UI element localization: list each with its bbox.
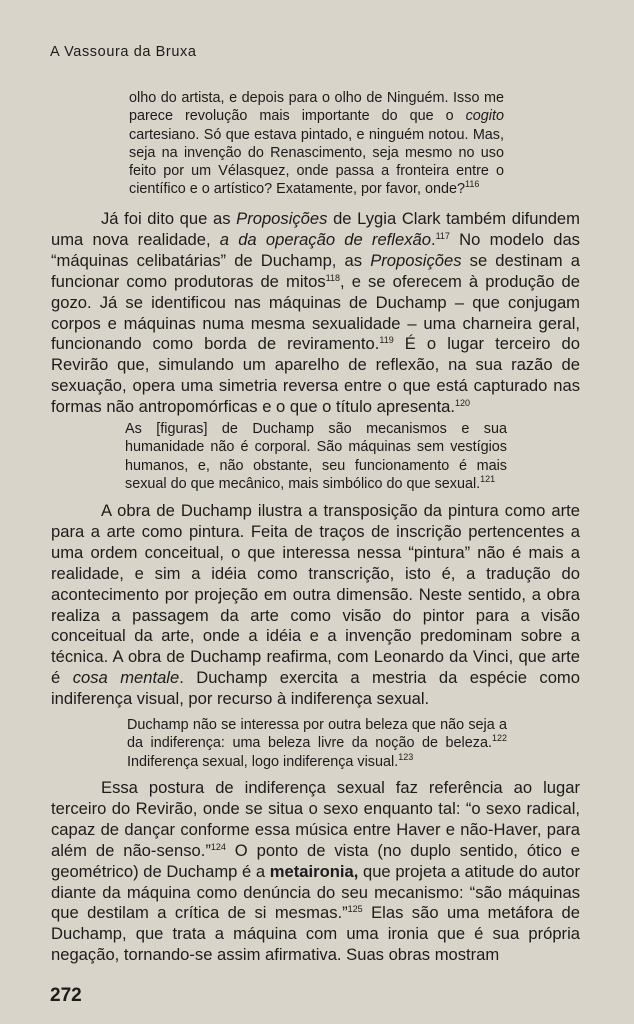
block-quote: As [figuras] de Duchamp são mecanismos e sua humanidade não é corporal. São máquinas sem vestígios humanos, e, não obstante, seu funcionamento é mais sexual do que mecânico, mais simbólico do que sexual.$^{121}$ xyxy=(125,421,507,492)
block-quote: olho do artista, e depois para o olho de Ninguém. Isso me parece revolução mais importante do que o cogito cartesiano. Só que estava pintado, e ninguém notou. Mas, seja na invenção do Renascimento, seja mesmo no uso feito por um Vélasquez, onde passa a fronteira entre o científico e o artístico? Exatamente, por favor, onde?$^{116}$ xyxy=(129,90,504,198)
footnote-ref: 124 xyxy=(210,841,226,852)
body-paragraph: Essa postura de indiferença sexual faz referência ao lugar terceiro do Revirão, onde se situa o sexo enquanto tal: “o sexo radical, capaz de dançar conforme essa música entre Haver e não-Haver, para além de não-senso.”$^{124}$ O ponto de vista (no duplo sentido, ótico e geométrico) de Duchamp é a metaironia, que projeta a atitude do autor diante da máquina como denúncia do seu mecanismo: “são máquinas que destilam a crítica de si mesmas.”$^{125}$ Elas são uma metáfora de Duchamp, que trata a máquina com uma ironia que é sua própria negação, tornando-se assim afirmativa. Suas obras mostram xyxy=(51,778,580,965)
page-number: 272 xyxy=(50,985,82,1006)
body-paragraph: A obra de Duchamp ilustra a transposição da pintura como arte para a arte como pintura. Feita de traços de inscrição pertencentes a uma ordem conceitual, o que interessa nessa “pintura” não é mais a realidade, e sim a idéia como transcrição, isto é, a tradução do acontecimento por projeção em outra dimensão. Neste sentido, a obra realiza a passagem da arte como visão do pintor para a visão conceitual da arte, onde a idéia e a invenção predominam sobre a técnica. A obra de Duchamp reafirma, com Leonardo da Vinci, que arte é cosa mentale. Duchamp exercita a mestria da espécie como indiferença visual, por recurso à indiferença sexual. xyxy=(51,501,580,709)
footnote-ref: 122 xyxy=(491,733,507,744)
footnote-ref: 125 xyxy=(347,904,363,915)
footnote-ref: 123 xyxy=(398,751,414,762)
footnote-ref: 121 xyxy=(480,473,496,484)
block-quote: Duchamp não se interessa por outra beleza que não seja a da indiferença: uma beleza livre da noção de beleza.$^{122}$ Indiferença sexual, logo indiferença visual.$^{123}$ xyxy=(127,717,507,770)
footnote-ref: 118 xyxy=(325,272,341,283)
footnote-ref: 117 xyxy=(435,230,450,241)
running-head: A Vassoura da Bruxa xyxy=(50,44,197,60)
footnote-ref: 120 xyxy=(455,398,471,409)
footnote-ref: 119 xyxy=(379,335,394,346)
body-paragraph: Já foi dito que as Proposições de Lygia Clark também difundem uma nova realidade, a da operação de reflexão.$^{117}$ No modelo das “máquinas celibatárias” de Duchamp, as Proposições se destinam a funcionar como produtoras de mitos$^{118}$, e se oferecem à produção de gozo. Já se identificou nas máquinas de Duchamp – que conjugam corpos e máquinas numa mesma sexualidade – uma charneira geral, funcionando como borda de reviramento.$^{119}$ É o lugar terceiro do Revirão que, simulando um aparelho de reflexão, na sua razão de sexuação, opera uma simetria reversa entre o que está capturado nas formas não antropomórficas e o que o título apresenta.$^{120}$ xyxy=(51,209,580,417)
footnote-ref: 116 xyxy=(464,179,480,190)
